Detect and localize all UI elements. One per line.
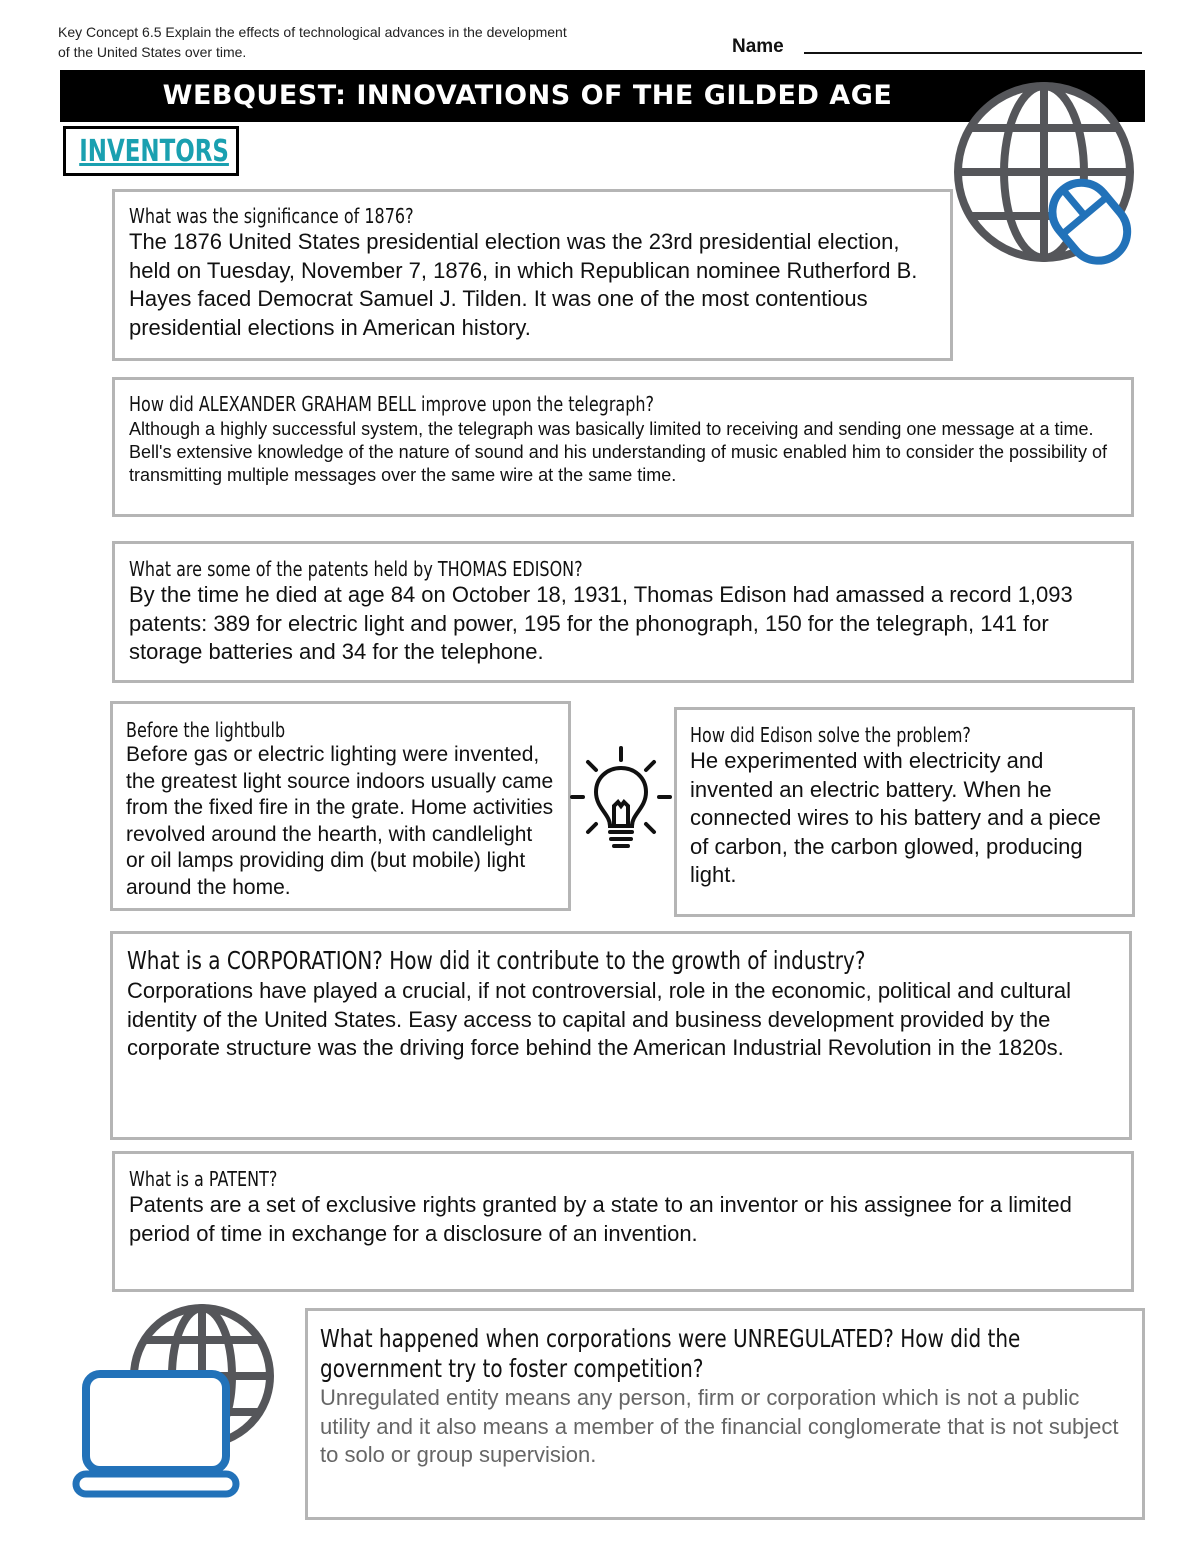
globe-laptop-icon (70, 1296, 276, 1500)
question-box-lightbulb (110, 701, 571, 911)
name-label: Name (732, 36, 784, 57)
page-title: WEBQUEST: INNOVATIONS OF THE GILDED AGE (162, 80, 893, 111)
section-label-box (63, 126, 239, 176)
name-field[interactable] (804, 52, 1142, 54)
question-edison: What are some of the patents held by THOMAS EDISON? (129, 557, 583, 581)
question-box-patent (112, 1151, 1134, 1292)
question-solve: How did Edison solve the problem? (690, 723, 971, 747)
section-label: INVENTORS (79, 134, 229, 169)
question-box-corporation (110, 931, 1132, 1140)
question-corporation: What is a CORPORATION? How did it contribute to the growth of industry? (127, 946, 866, 975)
question-1876: What was the significance of 1876? (129, 204, 414, 228)
key-concept-text: Key Concept 6.5 Explain the effects of technological advances in the development of the United States over time. (58, 24, 567, 60)
answer-solve[interactable]: He experimented with electricity and invented an electric battery. When he connected wires to his battery and a piece of carbon, the carbon glowed, producing light. (690, 748, 1101, 887)
lightbulb-icon (566, 744, 676, 856)
answer-corporation[interactable]: Corporations have played a crucial, if not controversial, role in the economic, political and cultural identity of the United States. Easy access to capital and business development provided by the corporate structure was the driving force behind the American Industrial Revolution in the 1820s. (127, 978, 1072, 1060)
answer-unregulated[interactable]: Unregulated entity means any person, firm or corporation which is not a public utility and it also means a member of the financial conglomerate that is not subject to solo or group supervision. (320, 1385, 1119, 1467)
question-box-edison (112, 541, 1134, 683)
globe-mouse-icon (948, 78, 1148, 268)
question-patent: What is a PATENT? (129, 1167, 278, 1191)
answer-lightbulb[interactable]: Before gas or electric lighting were invented, the greatest light source indoors usually came from the fixed fire in the grate. Home activities revolved around the hearth, with candlelight or oil lamps providing dim (but mobile) light around the home. (126, 743, 554, 899)
question-lightbulb: Before the lightbulb (126, 718, 286, 742)
answer-1876[interactable]: The 1876 United States presidential election was the 23rd presidential election, held on Tuesday, November 7, 1876, in which Republican nominee Rutherford B. Hayes faced Democrat Samuel J. Tilden. It was one of the most contentious presidential elections in American history. (129, 229, 918, 340)
question-bell: How did ALEXANDER GRAHAM BELL improve upon the telegraph? (129, 392, 654, 416)
question-box-unregulated (305, 1308, 1145, 1520)
question-box-bell (112, 377, 1134, 517)
question-unregulated: What happened when corporations were UNREGULATED? How did the government try to foster competition? (320, 1324, 1021, 1383)
question-box-1876 (112, 189, 953, 361)
question-box-solve (674, 707, 1135, 917)
answer-edison[interactable]: By the time he died at age 84 on October 18, 1931, Thomas Edison had amassed a record 1,093 patents: 389 for electric light and power, 195 for the phonograph, 150 for the telegraph, 141 for storage batteries and 34 for the telephone. (129, 582, 1073, 664)
answer-patent[interactable]: Patents are a set of exclusive rights granted by a state to an inventor or his assignee for a limited period of time in exchange for a disclosure of an invention. (129, 1192, 1072, 1246)
answer-bell[interactable]: Although a highly successful system, the telegraph was basically limited to receiving and sending one message at a time. Bell's extensive knowledge of the nature of sound and his understanding of music enabled him to consider the possibility of transmitting multiple messages over the same wire at the same time. (129, 419, 1108, 485)
